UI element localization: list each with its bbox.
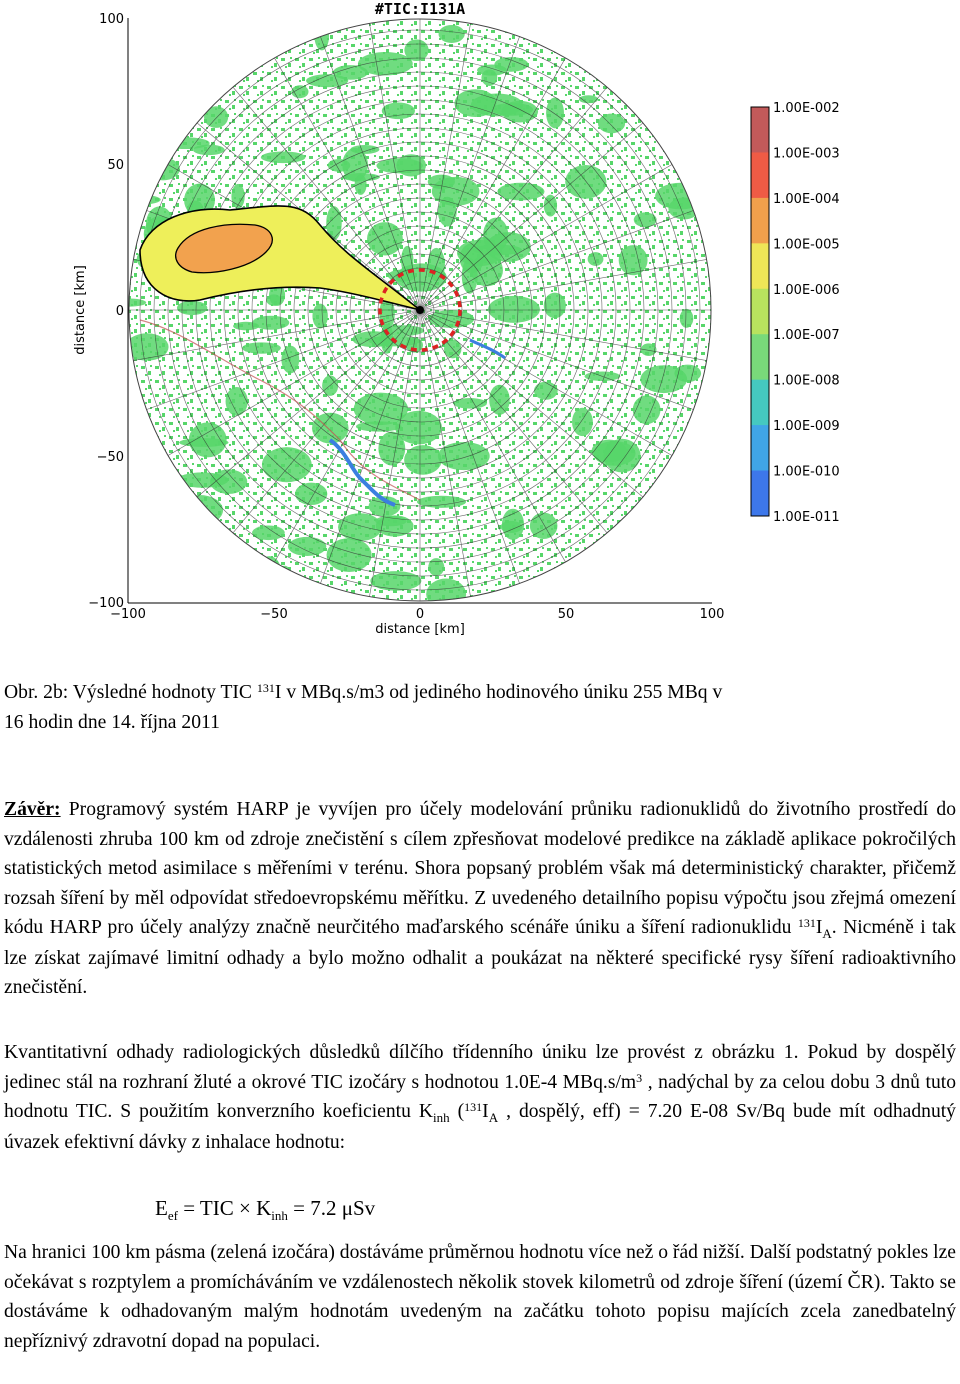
land-patch: [242, 342, 281, 353]
land-patch: [530, 20, 548, 37]
colorbar-label: 1.00E-006: [773, 282, 840, 298]
quantitative-paragraph: Kvantitativní odhady radiologických důsledků dílčího třídenního úniku lze provést z obrázku 1. Pokud by dospělý jedinec stál na rozhraní žluté a okrové TIC izočáry s hodnotou 1.0E-4 $MBq.s/m^3$ , nadýchal by za celou dobu 3 dnů tuto hodnotu TIC. S použitím konverzního koeficientu $K_{inh}$ ($^{131}I_A$ , dospělý, eff) = 7.20 E-08 Sv/Bq bude mít odhadnutý úvazek efektivní dávky z inhalace hodnotu:: [4, 1042, 956, 1153]
land-patch: [645, 506, 690, 532]
land-patch: [598, 114, 625, 134]
land-patch: [503, 18, 516, 31]
x-tick: −50: [260, 607, 288, 622]
land-patch: [167, 526, 183, 536]
land-patch: [544, 195, 557, 217]
x-axis-label: distance [km]: [375, 622, 465, 637]
land-patch: [588, 252, 604, 266]
x-tick: 0: [415, 607, 425, 622]
land-patch: [122, 195, 161, 205]
y-tick: −50: [96, 450, 124, 465]
land-patch: [690, 10, 706, 36]
land-patch: [630, 553, 659, 587]
land-patch: [680, 532, 702, 545]
colorbar-label: 1.00E-003: [773, 146, 840, 162]
colorbar-segment: [751, 289, 769, 335]
y-tick: 100: [99, 12, 124, 27]
colorbar: [751, 101, 840, 525]
colorbar-label: 1.00E-008: [773, 373, 840, 389]
land-patch: [685, 586, 709, 596]
land-patch: [501, 521, 523, 533]
land-patch: [168, 95, 186, 112]
land-patch: [664, 476, 717, 490]
land-patch: [202, 4, 251, 40]
figure-title: #TIC:I131A: [374, 0, 466, 18]
land-patch: [588, 584, 633, 598]
y-axis-label: distance [km]: [73, 265, 88, 355]
land-patch: [220, 37, 236, 46]
conclusion-paragraph: Závěr: Programový systém HARP je vyvíjen pro účely modelování průniku radionuklidů do životního prostředí do vzdálenosti zhruba 100 km od zdroje znečistění s cílem zpřesňovat modelové predikce na základě aplikace pokročilých statistických metod asimilace s měřeními v terénu. Shora popsaný problém však má deterministický charakter, přičemž rozsah šíření by měl odpovídat středoevropskému měřítku. Z uvedeného detailního popisu výpočtu jsou zřejmá omezení kódu HARP pro účely analýzy značně neurčitého maďarského scénáře úniku a šíření radionuklidu $^{131}I_A$. Nicméně i tak lze získat zajímavé limitní odhady a bylo možno odhalit a poukázat na některé specifické rysy šíření radioaktivního znečistění.: [4, 799, 956, 998]
colorbar-label: 1.00E-011: [773, 510, 840, 525]
land-patch: [383, 325, 425, 336]
land-patch: [213, 584, 245, 599]
colorbar-segment: [751, 198, 769, 244]
land-patch: [261, 151, 306, 163]
land-patch: [252, 316, 289, 330]
land-patch: [312, 304, 327, 329]
figure-caption: Obr. 2b: Výsledné hodnoty TIC $^{131}$I v MBq.s/m3 od jediného hodinového úniku 255 MBq v 16 hodin dne 14. října 2011: [4, 681, 723, 733]
x-tick: 100: [699, 607, 725, 622]
land-patch: [546, 97, 564, 128]
colorbar-segment: [751, 152, 769, 198]
colorbar-segment: [751, 334, 769, 380]
land-patch: [266, 294, 281, 305]
land-patch: [177, 301, 207, 315]
colorbar-segment: [751, 471, 769, 517]
land-patch: [279, 566, 291, 584]
land-patch: [534, 382, 558, 400]
land-patch: [123, 96, 166, 124]
land-patch: [327, 538, 372, 572]
land-patch: [593, 441, 635, 466]
land-patch: [129, 154, 146, 171]
colorbar-segment: [751, 243, 769, 289]
land-patch: [206, 31, 259, 66]
land-patch: [603, 562, 633, 584]
land-patch: [126, 333, 169, 360]
map-disc: [112, 4, 720, 610]
land-patch: [680, 309, 694, 328]
final-paragraph: Na hranici 100 km pásma (zelená izočára) dostáváme průměrnou hodnotu více než o řád nižší. Další podstatný pokles lze očekávat s rozptylem a promícháváním ve vzdálenostech několik stovek kilometrů od zdroje šíření (území ČR). Takto se dostáváme k odhadovaným malým hodnotám uvedeným na začátku tohoto popisu majících zcela zanedbatelný nepříznivý zdravotní dopad na populaci.: [4, 1242, 956, 1352]
y-tick: 0: [115, 304, 124, 319]
y-tick: 50: [107, 158, 124, 173]
land-patch: [295, 483, 327, 505]
land-patch: [670, 63, 718, 73]
x-ticks: [110, 607, 724, 622]
conclusion-label: Závěr:: [4, 799, 61, 820]
land-patch: [258, 556, 281, 584]
land-patch: [162, 137, 209, 149]
land-patch: [163, 101, 179, 126]
colorbar-label: 1.00E-007: [773, 328, 840, 344]
colorbar-label: 1.00E-002: [773, 101, 840, 116]
land-patch: [544, 293, 566, 319]
land-patch: [127, 471, 183, 482]
y-tick: −100: [88, 596, 124, 611]
land-patch: [185, 11, 230, 43]
land-patch: [565, 165, 606, 199]
colorbar-label: 1.00E-004: [773, 191, 840, 207]
land-patch: [655, 183, 706, 210]
land-patch: [146, 157, 180, 180]
land-patch: [248, 558, 276, 577]
land-patch: [508, 9, 529, 34]
colorbar-label: 1.00E-005: [773, 237, 840, 253]
land-patch: [262, 447, 312, 482]
colorbar-segment: [751, 107, 769, 153]
x-tick: 50: [557, 607, 575, 622]
land-patch: [439, 25, 465, 43]
land-patch: [481, 69, 497, 86]
land-patch: [370, 571, 421, 591]
land-patch: [497, 183, 544, 201]
colorbar-segment: [751, 425, 769, 471]
land-patch: [288, 537, 326, 556]
land-patch: [579, 95, 598, 103]
land-patch: [471, 93, 523, 116]
x-tick: −100: [110, 607, 146, 622]
tic-map-figure: [0, 0, 960, 650]
land-patch: [426, 579, 466, 610]
land-patch: [572, 408, 593, 436]
dose-formula: $E_{ef}$ = TIC × $K_{inh} = 7.2$ μSv: [155, 1196, 376, 1223]
land-patch: [294, 595, 307, 604]
land-patch: [112, 580, 151, 595]
colorbar-label: 1.00E-009: [773, 419, 840, 435]
colorbar-segment: [751, 380, 769, 426]
colorbar-label: 1.00E-010: [773, 464, 840, 480]
y-ticks: [88, 12, 124, 611]
land-patch: [668, 13, 694, 30]
